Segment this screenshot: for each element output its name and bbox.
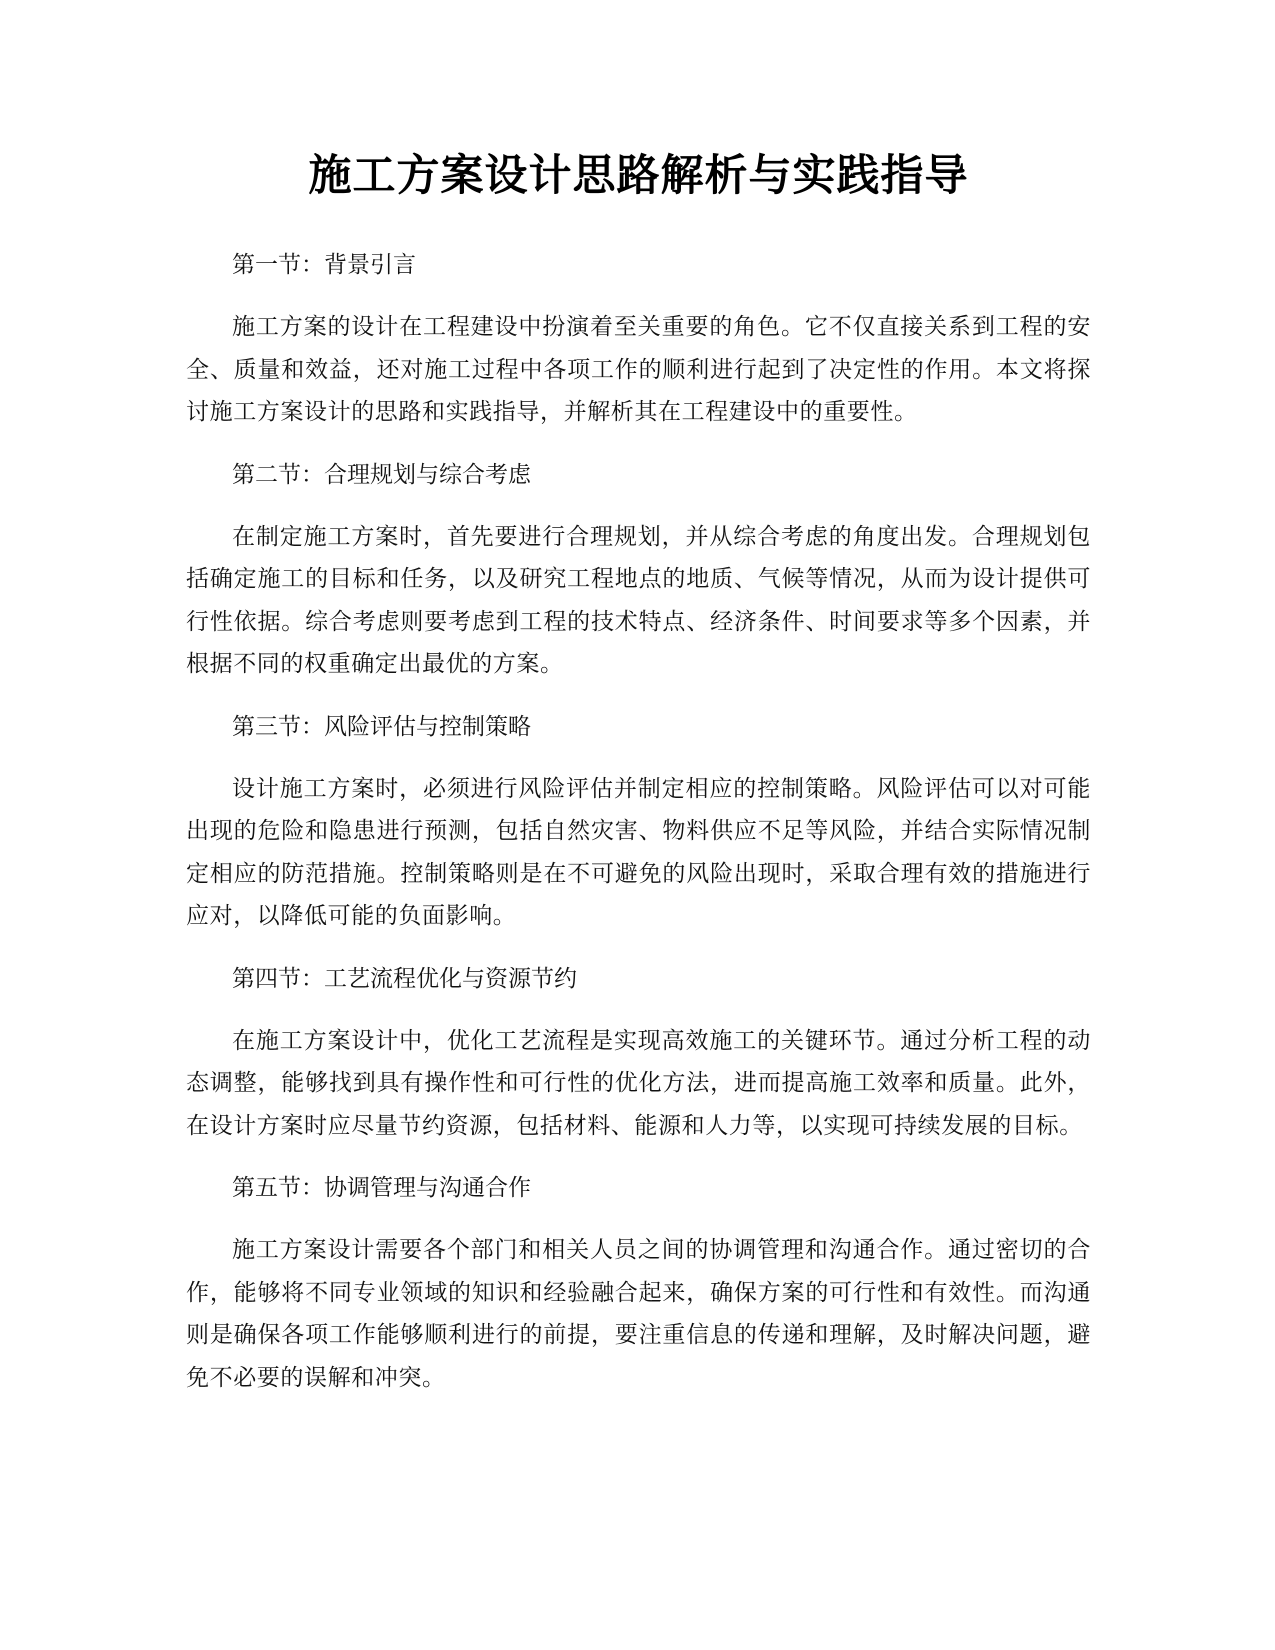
section-heading-3: 第三节：风险评估与控制策略 xyxy=(232,713,531,740)
document-body xyxy=(186,244,1091,1419)
section-paragraph-3: 设计施工方案时，必须进行风险评估并制定相应的控制策略。风险评估可以对可能出现的危险和隐患进行预测，包括自然灾害、物料供应不足等风险，并结合实际情况制定相应的防范措施。控制策略则是在不可避免的风险出现时，采取合理有效的措施进行应对，以降低可能的负面影响。 xyxy=(186,775,1091,929)
section-paragraph-4: 在施工方案设计中，优化工艺流程是实现高效施工的关键环节。通过分析工程的动态调整，能够找到具有操作性和可行性的优化方法，进而提高施工效率和质量。此外，在设计方案时应尽量节约资源，包括材料、能源和人力等，以实现可持续发展的目标。 xyxy=(186,1027,1091,1139)
section-heading-2: 第二节：合理规划与综合考虑 xyxy=(232,461,531,488)
section-paragraph-1: 施工方案的设计在工程建设中扮演着至关重要的角色。它不仅直接关系到工程的安全、质量和效益，还对施工过程中各项工作的顺利进行起到了决定性的作用。本文将探讨施工方案设计的思路和实践指导，并解析其在工程建设中的重要性。 xyxy=(186,314,1091,425)
section-heading-1: 第一节：背景引言 xyxy=(232,252,416,278)
section-heading-5: 第五节：协调管理与沟通合作 xyxy=(232,1175,531,1201)
page-title: 施工方案设计思路解析与实践指导 xyxy=(308,151,969,201)
section-paragraph-5: 施工方案设计需要各个部门和相关人员之间的协调管理和沟通合作。通过密切的合作，能够将不同专业领域的知识和经验融合起来，确保方案的可行性和有效性。而沟通则是确保各项工作能够顺利进行的前提，要注重信息的传递和理解，及时解决问题，避免不必要的误解和冲突。 xyxy=(186,1237,1091,1391)
section-heading-4: 第四节：工艺流程优化与资源节约 xyxy=(232,965,577,992)
section-paragraph-2: 在制定施工方案时，首先要进行合理规划，并从综合考虑的角度出发。合理规划包括确定施工的目标和任务，以及研究工程地点的地质、气候等情况，从而为设计提供可行性依据。综合考虑则要考虑到工程的技术特点、经济条件、时间要求等多个因素，并根据不同的权重确定出最优的方案。 xyxy=(186,523,1091,677)
